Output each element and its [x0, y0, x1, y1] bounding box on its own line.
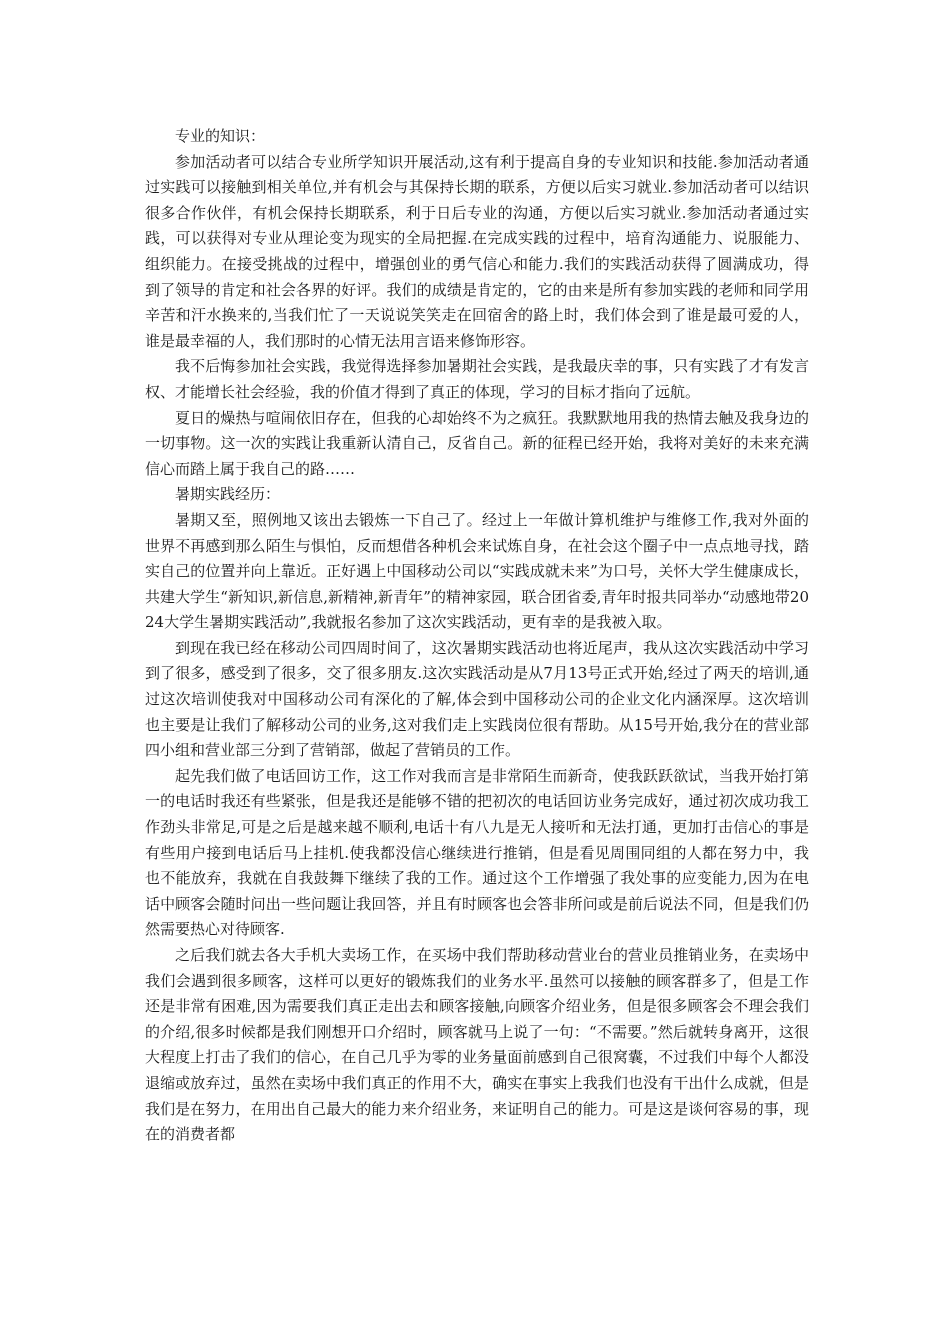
- section-heading-knowledge: 专业的知识：: [175, 127, 266, 145]
- paragraph-6: 起先我们做了电话回访工作，这工作对我而言是非常陌生而新奇，使我跃跃欲试，当我开始打第一的电话时我还有些紧张，但是我还是能够不错的把初次的电话回访业务完成好，通过初次成功我工作劲头非常足,可是之后是越来越不顺利,电话十有八九是无人接听和无法打通，更加打击信心的事是有些用户接到电话后马上挂机.使我都没信心继续进行推销，但是看见周围同组的人都在努力中，我也不能放弃，我就在自我鼓舞下继续了我的工作。通过这个工作增强了我处事的应变能力,因为在电话中顾客会随时问出一些问题让我回答，并且有时顾客也会答非所问或是前后说法不同，但是我们仍然需要热心对待顾客.: [145, 766, 809, 939]
- document-body: [145, 124, 809, 1148]
- paragraph-3: 夏日的燥热与喧闹依旧存在，但我的心却始终不为之疯狂。我默默地用我的热情去触及我身边的一切事物。这一次的实践让我重新认清自己，反省自己。新的征程已经开始，我将对美好的未来充满信心而踏上属于我自己的路……: [145, 408, 809, 478]
- paragraph-1: 参加活动者可以结合专业所学知识开展活动,这有利于提高自身的专业知识和技能.参加活动者通过实践可以接触到相关单位,并有机会与其保持长期的联系，方便以后实习就业.参加活动者可以结识很多合作伙伴，有机会保持长期联系，利于日后专业的沟通，方便以后实习就业.参加活动者通过实践，可以获得对专业从理论变为现实的全局把握.在完成实践的过程中，培育沟通能力、说服能力、组织能力。在接受挑战的过程中，增强创业的勇气信心和能力.我们的实践活动获得了圆满成功，得到了领导的肯定和社会各界的好评。我们的成绩是肯定的，它的由来是所有参加实践的老师和同学用辛苦和汗水换来的,当我们忙了一天说说笑笑走在回宿舍的路上时，我们体会到了谁是最可爱的人，谁是最幸福的人，我们那时的心情无法用言语来修饰形容。: [145, 152, 809, 350]
- paragraph-4: 暑期又至，照例地又该出去锻炼一下自己了。经过上一年做计算机维护与维修工作,我对外面的世界不再感到那么陌生与惧怕，反而想借各种机会来试炼自身，在社会这个圈子中一点点地寻找，踏实自己的位置并向上靠近。正好遇上中国移动公司以“实践成就未来”为口号，关怀大学生健康成长，共建大学生“新知识,新信息,新精神,新青年”的精神家园，联合团省委,青年时报共同举办“动感地带2024大学生暑期实践活动”,我就报名参加了这次实践活动，更有幸的是我被入取。: [145, 510, 809, 632]
- section-heading-experience: 暑期实践经历：: [175, 485, 281, 504]
- paragraph-5: 到现在我已经在移动公司四周时间了，这次暑期实践活动也将近尾声，我从这次实践活动中学习到了很多，感受到了很多，交了很多朋友.这次实践活动是从7月13号正式开始,经过了两天的培训,通过这次培训使我对中国移动公司有深化的了解,体会到中国移动公司的企业文化内涵深厚。这次培训也主要是让我们了解移动公司的业务,这对我们走上实践岗位很有帮助。从15号开始,我分在的营业部四小组和营业部三分到了营销部，做起了营销员的工作。: [145, 638, 809, 760]
- paragraph-7: 之后我们就去各大手机大卖场工作，在买场中我们帮助移动营业台的营业员推销业务，在卖场中我们会遇到很多顾客，这样可以更好的锻炼我们的业务水平.虽然可以接触的顾客群多了，但是工作还是非常有困难,因为需要我们真正走出去和顾客接触,向顾客介绍业务，但是很多顾客会不理会我们的介绍,很多时候都是我们刚想开口介绍时，顾客就马上说了一句：“不需要。”然后就转身离开，这很大程度上打击了我们的信心，在自己几乎为零的业务量面前感到自己很窝囊，不过我们中每个人都没退缩或放弃过，虽然在卖场中我们真正的作用不大，确实在事实上我我们也没有干出什么成就，但是我们是在努力，在用出自己最大的能力来介绍业务，来证明自己的能力。可是这是谈何容易的事，现在的消费者都: [145, 946, 809, 1144]
- paragraph-2: 我不后悔参加社会实践，我觉得选择参加暑期社会实践，是我最庆幸的事，只有实践了才有发言权、才能增长社会经验，我的价值才得到了真正的体现，学习的目标才指向了远航。: [145, 357, 809, 401]
